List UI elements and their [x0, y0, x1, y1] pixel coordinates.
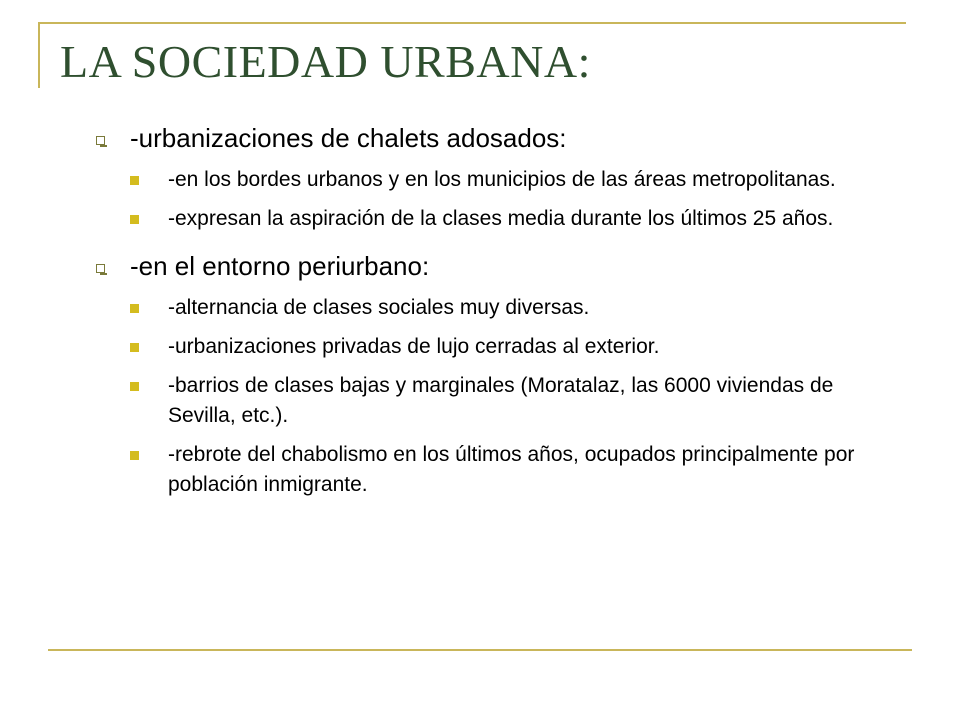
section-heading [96, 120, 896, 156]
list-item-text: -alternancia de clases sociales muy diversas. [168, 296, 590, 319]
square-bullet-icon [130, 382, 139, 391]
section-periurbano [96, 248, 896, 500]
list-item-text: -en los bordes urbanos y en los municipios de las áreas metropolitanas. [168, 168, 836, 191]
checkbox-bullet-icon [96, 136, 105, 145]
list-item [130, 204, 896, 234]
bottom-rule [48, 649, 912, 651]
list-item-text: -urbanizaciones privadas de lujo cerradas al exterior. [168, 335, 660, 358]
square-bullet-icon [130, 304, 139, 313]
list-item [130, 440, 896, 500]
list-item [130, 165, 896, 195]
list-item-text: -expresan la aspiración de la clases media durante los últimos 25 años. [168, 207, 834, 230]
left-rule [38, 22, 40, 88]
section-chalets [96, 120, 896, 234]
list-item [130, 371, 896, 431]
slide-content [96, 120, 896, 500]
list-item [130, 293, 896, 323]
section-heading-text: -en el entorno periurbano: [130, 251, 430, 281]
checkbox-bullet-icon [96, 264, 105, 273]
square-bullet-icon [130, 215, 139, 224]
section-heading [96, 248, 896, 284]
square-bullet-icon [130, 451, 139, 460]
list-item-text: -rebrote del chabolismo en los últimos años, ocupados principalmente por población inmigrante. [168, 443, 855, 496]
list-item-text: -barrios de clases bajas y marginales (Moratalaz, las 6000 viviendas de Sevilla, etc.). [168, 374, 834, 427]
square-bullet-icon [130, 176, 139, 185]
section-heading-text: -urbanizaciones de chalets adosados: [130, 123, 567, 153]
list-item [130, 332, 896, 362]
square-bullet-icon [130, 343, 139, 352]
top-rule [38, 22, 906, 24]
slide-title: LA SOCIEDAD URBANA: [60, 36, 591, 87]
